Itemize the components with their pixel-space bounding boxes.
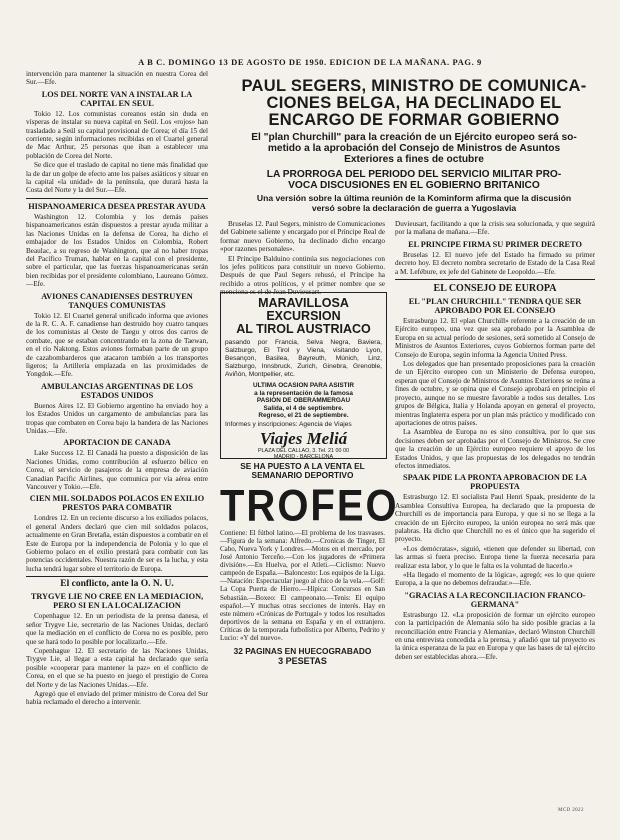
ad-title: MARAVILLOSA EXCURSION xyxy=(258,296,349,323)
article-text: Tokio 12. El Cuartel general unificado informa que aviones de la R. C. A. F. canadiense han destruido hoy cuatro tanques de los comunistas al Oeste de Taegu y otros dos carros de combate, que se estaban concentrando en la zona de Taewan, en el río Naktong. Estos aviones formaban parte de un grupo de cazabombarderos que atacaron también a los transportes ligeros; la Artillería emplazada en las proximidades de Yongdok.—Efe. xyxy=(26,311,208,379)
article-text: Estrasburgo 12. El socialista Paul Henri Spaak, presidente de la Asamblea Consultiva Europea, ha declarado que la propuesta de Churchill es de importancia para Europa, y que si no se llega a la creación de un Ejército europeo, la unión europea no será más que palabras. Ha dicho que Churchill no es el único que ha sugerido el proyecto. xyxy=(395,493,595,544)
headline: SPAAK PIDE LA PRONTA APROBACION DE LA PROPUESTA xyxy=(402,473,588,492)
article-text: Bruselas 12. Paul Segers, ministro de Comunicaciones del Gabinete saliente y encargado por el Príncipe Real de formar nuevo Gobierno, ha declinado dicho encargo «por razones personales». xyxy=(220,220,385,254)
ad-footer: 32 PAGINAS EN HUECOGRABADO xyxy=(233,646,372,657)
left-column xyxy=(26,70,208,830)
headline: "GRACIAS A LA RECONCILIACION FRANCO-GERMANA" xyxy=(404,590,586,609)
banner-deck: versó sobre la declaración de guerra a Yugoslavia xyxy=(311,202,517,213)
ad-title: AL TIROL AUSTRIACO xyxy=(236,322,371,336)
ad-heading: SE HA PUESTO A LA VENTA EL xyxy=(240,461,365,471)
trofeo-title: TROFEO xyxy=(220,481,399,531)
article-text: Duvieusart, facilitando a que la crisis sea solucionada, y que seguirá por la mañana de mañana.—Efe. xyxy=(395,220,595,237)
banner-subhead: LA PRORROGA DEL PERIODO DEL SERVICIO MILITAR PRO- xyxy=(266,169,562,180)
banner-headline: ENCARGO DE FORMAR GOBIERNO xyxy=(268,111,560,129)
ad-text: a la representación de la famosa xyxy=(254,389,353,397)
article-text: «Los demócratas», siguió, «tienen que defender su libertad, con las armas si fuera preciso. Europa tiene la fuerza necesaria para realizar esta labor, y lo que le falta es la voluntad de hacerlo.» xyxy=(395,544,595,570)
trofeo-advertisement xyxy=(220,461,399,667)
headline: TRYGVE LIE NO CREE EN LA MEDIACION, PERO SI EN LA LOCALIZACION xyxy=(30,592,204,611)
article-text: intervención para mantener la situación en nuestra Corea del Sur.—Efe. xyxy=(26,70,208,87)
article-text: Buenos Aires 12. El Gobierno argentino ha enviado hoy a los Estados Unidos un cargamento de ambulancias para las tropas que combaten en Corea bajo la bandera de las Naciones Unidas.—Efe. xyxy=(26,401,208,435)
main-banner xyxy=(218,78,610,213)
section-headline: EL CONSEJO DE EUROPA xyxy=(433,283,557,295)
travel-advertisement xyxy=(220,292,387,459)
ad-text: ULTIMA OCASION PARA ASISTIR xyxy=(253,382,354,389)
banner-subhead: El "plan Churchill" para la creación de un Ejército europeo será so- xyxy=(251,132,577,143)
article-text: Londres 12. En un reciente discurso a los exiliados polacos, el general Anders declaró que cien mil soldados polacos, actualmente en Gran Bretaña, están dispuestos a combatir en el Este de Europa por la independencia de Polonia y lo que el Gobierno polaco en el exilio prestará para combatir con las potencias occidentales. Nuestra razón de ser es la lucha, y esta lucha tendrá lugar sobre el territorio de Europa. xyxy=(26,514,208,573)
archive-stamp: MCD 2022 xyxy=(558,808,584,813)
article-text: Estrasburgo 12. El «plan Churchill» referente a la creación de un Ejército europeo, una vez que sea aprobado por la Asamblea de Europa en su actual período de sesiones, será sometido al Consejo de Ministros de Asuntos Exteriores, cuyos Gobiernos forman parte del Consejo de Europa, según informa la Agencia United Press. xyxy=(395,317,595,359)
headline: AMBULANCIAS ARGENTINAS DE LOS ESTADOS UNIDOS xyxy=(41,381,193,400)
headline: El conflicto, ante la O. N. U. xyxy=(60,579,174,590)
headline: HISPANOAMERICA DESEA PRESTAR AYUDA xyxy=(28,201,206,211)
banner-headline: PAUL SEGERS, MINISTRO DE COMUNICA- xyxy=(241,77,587,95)
article-text: Copenhague 12. El secretario de las Naciones Unidas, Trygve Lie, al llegar a esta capital ha declarado que sería posible «cooperar para mantener la paz» en el conflicto de Corea, en el que se ha puesto en juego el prestigio de Corea del Norte y de las Naciones Unidas.—Efe. xyxy=(26,646,208,689)
article-text: Washington 12. Colombia y los demás países hispanoamericanos están dispuestos a prestar ayuda militar a las Naciones Unidas en la defensa de Corea, ha dicho el embajador de los Estados Unidos en Colombia, Robert Beaulac, a su regreso de Washington, que al no haber tropas del Pacífico Truman, hablar en la capital con el presidente, sobre el particular, que las fuerzas hispanoamericanas serán bien recibidas por el presidente colombiano, Laureano Gómez.—Efe. xyxy=(26,212,208,289)
article-text: El Príncipe Balduino continúa sus negociaciones con los jefes políticos para constituir un nuevo Gobierno. Después de que Paul Segers rehusó, el Príncipe ha recibido a otros políticos, y el primer nombre que se menciona es el de Jean Duvieusart. xyxy=(220,254,385,297)
ad-address: PLAZA DEL CALLAO, 3. Tel. 21 00 00 xyxy=(257,447,350,454)
running-head: A B C. DOMINGO 13 DE AGOSTO DE 1950. EDICION DE LA MAÑANA. PAG. 9 xyxy=(138,57,482,67)
ad-price: 3 PESETAS xyxy=(278,656,327,667)
divider xyxy=(26,198,208,199)
right-column xyxy=(395,220,595,805)
article-text: Tokio 12. Los comunistas coreanos están sin duda en vísperas de instalar su nueva capital en Seúl. Los «rojos» han trasladado a Seúl su capital provisional de Corea; el día 15 del corriente, según informaciones recibidas en el Cuartel general de Mac Arthur, 25 personas que iban a establecer una población de Corea del Norte. xyxy=(26,109,208,160)
article-text: Lake Success 12. El Canadá ha puesto a disposición de las Naciones Unidas, como contribución al esfuerzo bélico en Corea, el servicio de pasajeros de la empresa de aviación Canadian Pacific Airlines, que comunica por vía aérea entre Vancouver y Tokio.—Efe. xyxy=(26,449,208,492)
article-text: Se dice que el traslado de capital no tiene más finalidad que la de dar un golpe de efecto ante los países asiáticos y situar en la capital «la unidad» de la península, que durará hasta la Costa del Norte y la del Sur.—Efe. xyxy=(26,161,208,195)
article-text: La Asamblea de Europa no es sino consultiva, por lo que sus decisiones deben ser aprobadas por el Consejo de Ministros. Se cree que la creación de un Ejército europeo requiere el apoyo de los Estados Unidos, y que las propuestas de los delegados no tendrán efectos inmediatos. xyxy=(395,428,595,470)
ad-brand: Viajes Meliá xyxy=(259,428,348,448)
article-text: Los delegados que han presentado proposiciones para la creación de un Ejército europeo con un Ministerio de Defensa europeo, esperan que el Consejo de Ministros de Asuntos Exteriores se reúna a fines de octubre, y se opina que el Consejo aprobará en principio el proyecto, aunque no se muestre favorable a todos sus detalles. Los grupos de Bélgica, Italia y Holanda apoyan en general el proyecto, mientras Inglaterra espera por un plan más práctico y modificado con aportaciones de otros países. xyxy=(395,360,595,427)
headline: AVIONES CANADIENSES DESTRUYEN TANQUES COMUNISTAS xyxy=(41,291,193,310)
banner-deck: Una versión sobre la última reunión de la Kominform afirma que la discusión xyxy=(256,193,572,203)
ad-text: Salida, el 4 de septiembre. xyxy=(263,404,344,412)
ad-address: MADRID - BARCELONA xyxy=(273,454,334,461)
divider xyxy=(395,279,595,280)
headline: EL "PLAN CHURCHILL" TENDRA QUE SER APROBADO POR EL CONSEJO xyxy=(408,297,582,316)
ad-text: Regreso, el 21 de septiembre. xyxy=(258,412,349,420)
article-text: Copenhague 12. En un periodista de la prensa danesa, el señor Trygve Lie, secretario de las Naciones Unidas, declaró que la mediación en el conflicto de Corea no es posible, pero que se hará todo lo posible por localizarlo.—Efe. xyxy=(26,612,208,646)
headline: APORTACION DE CANADA xyxy=(63,438,171,448)
article-text: Bruselas 12. El nuevo jefe del Estado ha firmado su primer decreto hoy. El decreto nombra secretario de Estado de la Casa Real a M. Lefébure, ex jefe del Gabinete de Leopoldo.—Efe. xyxy=(395,250,595,276)
ad-text: Contiene: El fútbol latino.—El problema de los trasvases.—Figura de la semana: Alfredo.—Cronicas de Tinger, El Cabo, Nueva York y Londres.—Motos en el mercado, por José Antonio Terceño.—Con los jugadores de «Primera división».—En Huelva, por el Atleti.—Ciclismo: Nuevo campeón de España.—Baloncesto: Los equipos de la Liga.—Natación: Espectacular juego al chico de la vela.—Golf: La Copa Puerta de Hierro.—Hípica: Concursos en San Sebastián.—Boxeo: El campeonato.—Tenis: El equipo español.—Y muchas otras secciones de interés. Hay en este número «Crónicas de Portugal» y todos los resultados deportivos de la semana en España y en el extranjero. Críticas de la temporada futbolística por Alberto, Pedrito y Lucio: «Y del nuevo». xyxy=(220,528,385,643)
ad-heading: SEMANARIO DEPORTIVO xyxy=(251,470,354,481)
banner-headline: CIONES BELGA, HA DECLINADO EL xyxy=(266,94,562,112)
banner-subhead: Exteriores a fines de octubre xyxy=(344,154,484,165)
headline: CIEN MIL SOLDADOS POLACOS EN EXILIO PRESTOS PARA COMBATIR xyxy=(29,494,205,513)
divider xyxy=(26,576,208,577)
ad-text: PASION DE OBERAMMERGAU xyxy=(256,397,351,405)
middle-column xyxy=(220,220,385,297)
article-text: Agregó que el enviado del primer ministro de Corea del Sur había reclamado el derecho a intervenir. xyxy=(26,689,208,707)
article-text: Estrasburgo 12. «La proposición de formar un ejército europeo con la participación de Alemania sólo ha sido posible gracias a la reconciliación entre Francia y Alemania», declaró Winston Churchill en una entrevista concedida a la prensa, y añadió que tal proyecto es la única esperanza de la paz en Europa y que las bases de tal ejército deben ser establecidas ahora.—Efe. xyxy=(395,610,595,661)
article-text: «Ha llegado el momento de la lógica», agregó; «es lo que quiere Europa, a la que no debemos defraudar.»—Efe. xyxy=(395,571,595,588)
ad-text: pasando por Francia, Selva Negra, Baviera, Salzburgo, El Tirol y Viena, visitando Lyon, Besançon, Basilea, Bayreuth, Múnich, Linz, Salzburgo, Innsbruck, Zurich, Ginebra, Grenoble, Aviñón, Montpellier, etc. xyxy=(225,339,382,378)
banner-subhead: VOCA DISCUSIONES EN EL GOBIERNO BRITANICO xyxy=(288,180,540,191)
ad-text: Informes y inscripciones: Agencia de Viajes xyxy=(225,420,352,428)
headline: EL PRINCIPE FIRMA SU PRIMER DECRETO xyxy=(408,239,582,249)
banner-subhead: metido a la aprobación del Consejo de Ministros de Asuntos xyxy=(267,143,561,154)
headline: LOS DEL NORTE VAN A INSTALAR LA CAPITAL EN SEUL xyxy=(41,89,193,108)
